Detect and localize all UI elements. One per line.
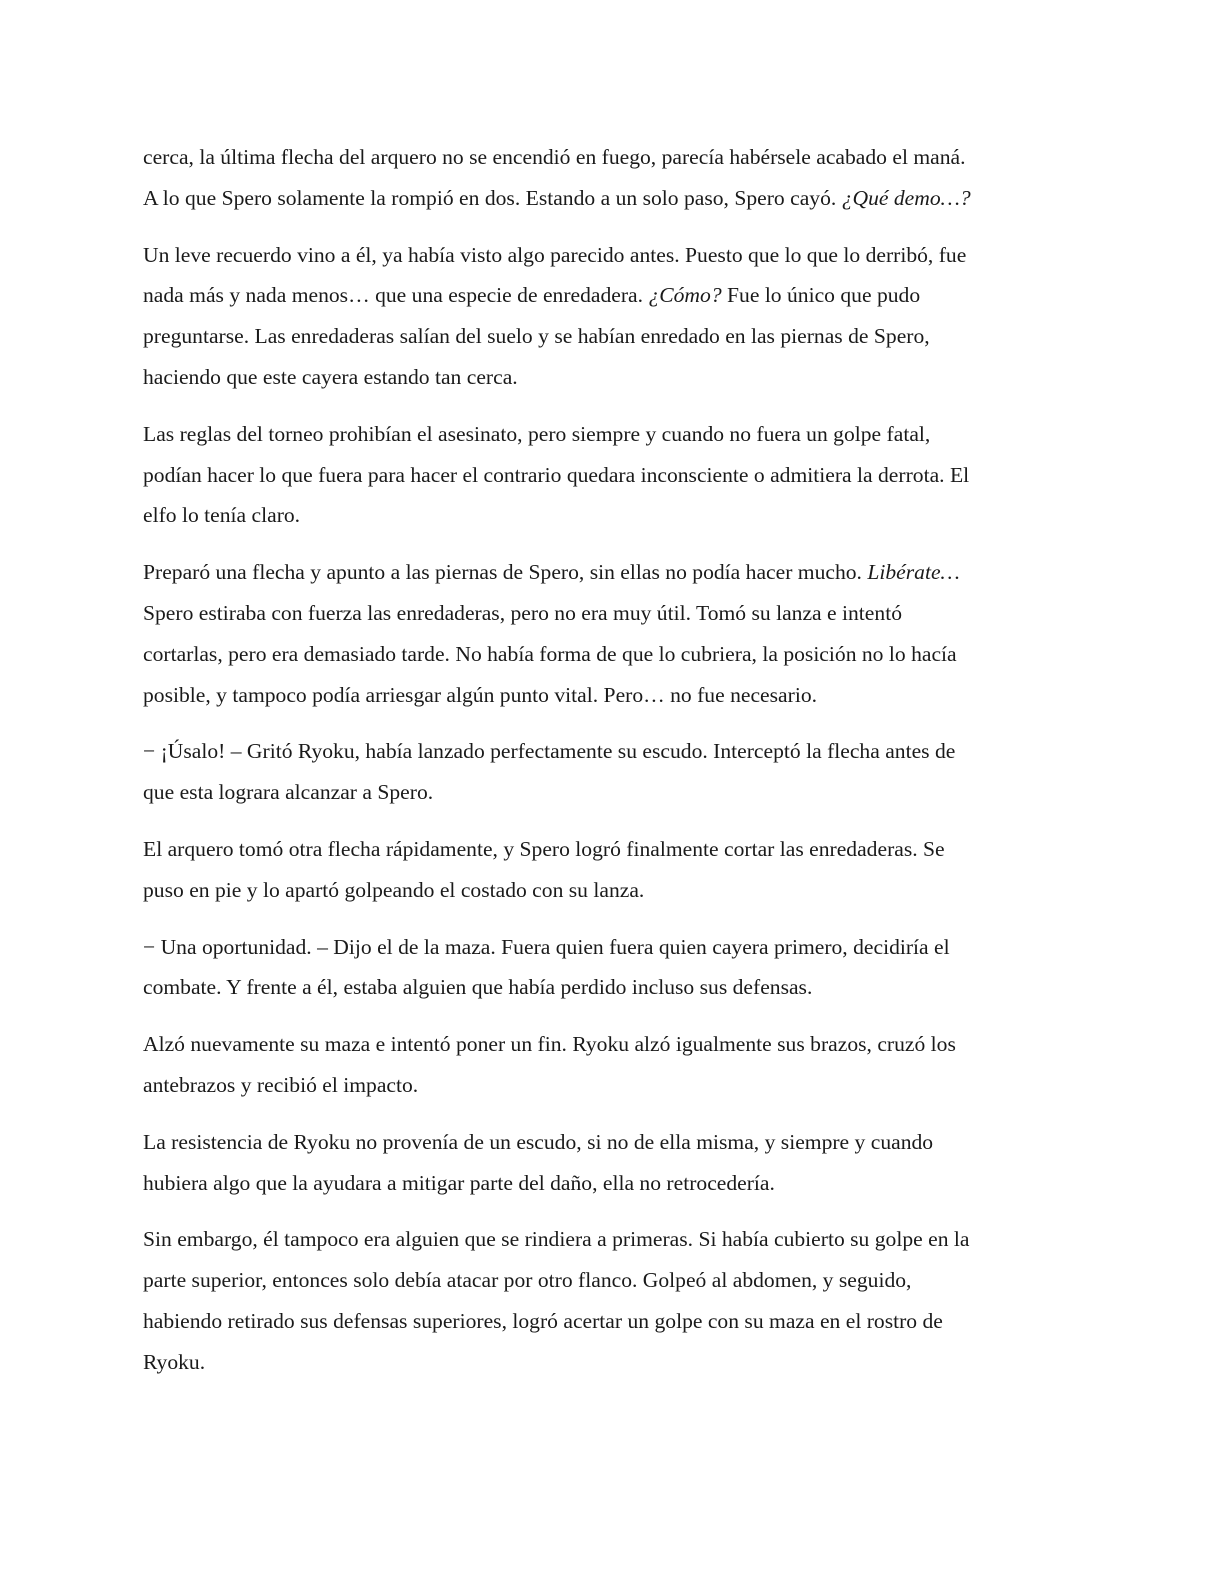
text-run: El arquero tomó otra flecha rápidamente, y Spero logró finalmente cortar las enredaderas. Se puso en pie y lo apartó golpeando el costado con su lanza.	[143, 836, 945, 902]
text-run: Un leve recuerdo vino a él, ya había visto algo parecido antes. Puesto que lo que lo derribó, fue nada más y nada menos… que una especie de enredadera.	[143, 242, 967, 308]
paragraph-4	[143, 552, 1063, 715]
text-run: Las reglas del torneo prohibían el asesinato, pero siempre y cuando no fuera un golpe fatal, podían hacer lo que fuera para hacer el contrario quedara inconsciente o admitiera la derrota. El elfo lo tenía claro.	[143, 421, 970, 528]
paragraph-5	[143, 731, 1063, 813]
text-run: Preparó una flecha y apunto a las piernas de Spero, sin ellas no podía hacer mucho.	[143, 560, 868, 585]
text-run: Alzó nuevamente su maza e intentó poner un fin. Ryoku alzó igualmente sus brazos, cruzó los antebrazos y recibió el impacto.	[143, 1032, 956, 1097]
paragraph-6	[143, 829, 1063, 911]
paragraph-7	[143, 927, 1063, 1009]
text-run: Fue lo único que pudo preguntarse. Las enredaderas salían del suelo y se habían enredado en las piernas de Spero, haciendo que este cayera estando tan cerca.	[143, 283, 930, 389]
italic-thought: ¿Qué demo…?	[841, 185, 971, 210]
text-run: − Una oportunidad. – Dijo el de la maza. Fuera quien fuera quien cayera primero, decidiría el combate. Y frente a él, estaba alguien que había perdido incluso sus defensas.	[143, 934, 950, 1000]
text-run: La resistencia de Ryoku no provenía de un escudo, si no de ella misma, y siempre y cuando hubiera algo que la ayudara a mitigar parte del daño, ella no retrocedería.	[143, 1129, 934, 1195]
text-run: Sin embargo, él tampoco era alguien que se rindiera a primeras. Si había cubierto su golpe en la parte superior, entonces solo debía atacar por otro flanco. Golpeó al abdomen, y seguido, habiendo retirado sus defensas superiores, logró acertar un golpe con su maza en el rostro de Ryoku.	[143, 1227, 970, 1374]
document-page	[143, 137, 1063, 1399]
paragraph-3	[143, 414, 1063, 536]
paragraph-8	[143, 1024, 1063, 1106]
paragraph-9	[143, 1122, 1063, 1204]
text-run: − ¡Úsalo! – Gritó Ryoku, había lanzado perfectamente su escudo. Interceptó la flecha antes de que esta lograra alcanzar a Spero.	[143, 739, 956, 805]
text-run: Spero estiraba con fuerza las enredaderas, pero no era muy útil. Tomó su lanza e intentó cortarlas, pero era demasiado tarde. No había forma de que lo cubriera, la posición no lo hacía posible, y tampoco podía arriesgar algún punto vital. Pero… no fue necesario.	[143, 600, 957, 707]
paragraph-1	[143, 137, 1063, 219]
paragraph-2	[143, 235, 1063, 398]
text-run: cerca, la última flecha del arquero no se encendió en fuego, parecía habérsele acabado el maná. A lo que Spero solamente la rompió en dos. Estando a un solo paso, Spero cayó.	[143, 145, 966, 210]
italic-thought: Libérate…	[867, 560, 960, 585]
italic-thought: ¿Cómo?	[648, 283, 722, 308]
paragraph-10	[143, 1219, 1063, 1382]
